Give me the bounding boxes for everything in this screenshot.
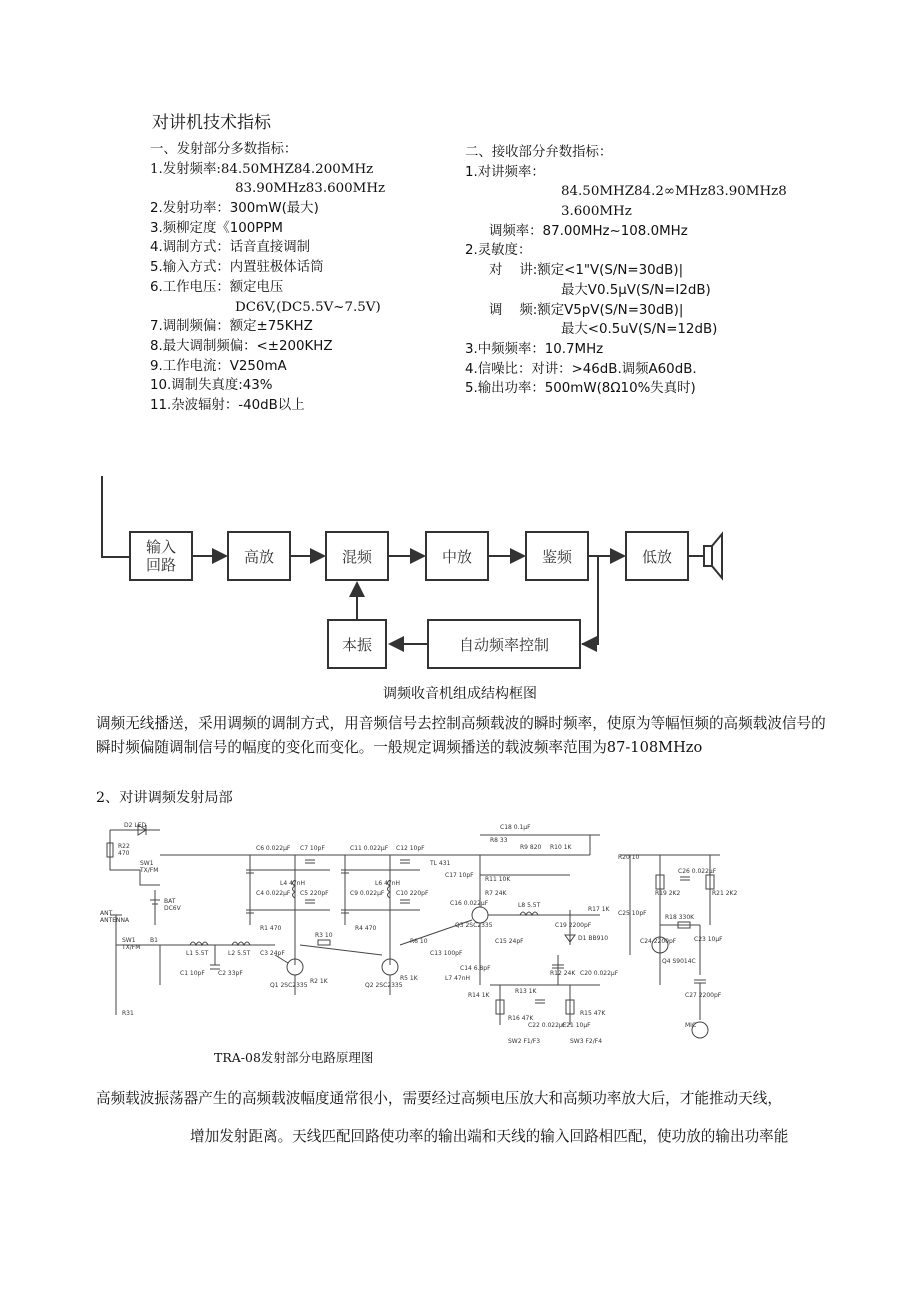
- component-label: R18 330K: [665, 914, 695, 921]
- block-label: 自动频率控制: [458, 636, 550, 654]
- component-label: BAT: [164, 898, 176, 905]
- component-label: Q3 2SC2335: [455, 922, 493, 929]
- spec-line: 调频率：87.00MHz~108.0MHz: [489, 223, 688, 239]
- component-label: C12 10pF: [396, 845, 425, 852]
- document-title: 对讲机技术指标: [152, 113, 271, 133]
- spec-line: 调 频:额定V5pV(S/N=30dB)|: [489, 302, 684, 318]
- component-label: SW3 F2/F4: [570, 1038, 603, 1045]
- spec-line: 4.信噪比：对讲：>46dB.调频A60dB.: [465, 361, 697, 377]
- transmit-heading: 一、发射部分多数指标：: [150, 142, 298, 157]
- component-label: C26 0.022μF: [678, 868, 717, 875]
- component-label: C24 2200pF: [640, 938, 677, 945]
- component-label: R7 24K: [485, 890, 507, 897]
- component-label: D1 BB910: [578, 935, 609, 942]
- figure-caption: 调频收音机组成结构框图: [383, 686, 537, 702]
- spec-line: 83.90MHz83.600MHz: [235, 181, 386, 197]
- block-label: 高放: [243, 548, 275, 566]
- component-label: C20 0.022μF: [580, 970, 619, 977]
- block-label: 混频: [341, 548, 373, 566]
- component-label: ANTENNA: [100, 917, 130, 924]
- spec-line: 3.频柳定度《100PPM: [150, 220, 283, 236]
- component-label: C19 2200pF: [555, 922, 592, 929]
- component-label: L4 47nH: [280, 880, 306, 887]
- spec-line: 10.调制失真度:43%: [150, 378, 273, 394]
- component-label: C23 10μF: [694, 936, 723, 943]
- component-label: L2 5.5T: [228, 950, 251, 957]
- spec-line: 3.600MHz: [561, 204, 632, 220]
- component-label: Q2 2SC2335: [365, 982, 403, 989]
- component-label: R22: [118, 843, 130, 850]
- component-label: TX/FM: [140, 867, 159, 874]
- component-label: B1: [150, 937, 158, 944]
- spec-line: 对 讲:额定<1"V(S/N=30dB)|: [489, 263, 684, 279]
- component-label: DC6V: [164, 905, 181, 912]
- component-label: ANT: [100, 910, 113, 917]
- component-label: R15 47K: [580, 1010, 606, 1017]
- spec-line: 5.输入方式：内置驻极体话筒: [150, 260, 324, 276]
- spec-line: 7.调制频偏：额定±75KHZ: [150, 319, 313, 335]
- component-label: C25 10pF: [618, 910, 647, 917]
- component-label: C4 0.022μF: [256, 890, 291, 897]
- component-label: MIC: [685, 1022, 697, 1029]
- component-label: C7 10pF: [300, 845, 325, 852]
- component-label: R8 33: [490, 837, 508, 844]
- transmit-specs: [150, 140, 450, 418]
- spec-line: 84.50MHZ84.2∞MHz83.90MHz8: [561, 184, 787, 200]
- component-label: R17 1K: [588, 906, 610, 913]
- spec-line: 11.杂波辐射：-40dB以上: [150, 397, 305, 413]
- component-label: C6 0.022μF: [256, 845, 291, 852]
- component-label: R9 820: [520, 844, 542, 851]
- component-label: R5 1K: [400, 975, 418, 982]
- spec-line: 最大V0.5μV(S/N=I2dB): [561, 282, 711, 298]
- component-label: C21 10μF: [562, 1022, 591, 1029]
- component-label: C22 0.022μF: [528, 1022, 567, 1029]
- component-label: SW2 F1/F3: [508, 1038, 541, 1045]
- component-label: R14 1K: [468, 992, 490, 999]
- paragraph: 高频载波振荡器产生的高频载波幅度通常很小，需要经过高频电压放大和高频功率放大后，才能推动天线，: [96, 1090, 782, 1107]
- component-label: R2 1K: [310, 978, 328, 985]
- component-label: R3 10: [315, 932, 333, 939]
- component-label: TX/FM: [122, 944, 141, 951]
- section-heading: 2、对讲调频发射局部: [96, 790, 233, 806]
- spec-line: 5.输出功率：500mW(8Ω10%失真时): [465, 381, 696, 397]
- component-label: Q1 2SC2335: [270, 982, 308, 989]
- block-label: 鉴频: [541, 548, 573, 566]
- block-label: 本振: [341, 636, 373, 654]
- component-label: C1 10pF: [180, 970, 205, 977]
- spec-line: 3.中频频率：10.7MHz: [465, 341, 604, 357]
- spec-line: 2.灵敏度：: [465, 243, 532, 259]
- component-label: R16 47K: [508, 1015, 534, 1022]
- component-label: Q4 S9014C: [662, 958, 696, 965]
- component-label: C9 0.022μF: [350, 890, 385, 897]
- component-label: C11 0.022μF: [350, 845, 389, 852]
- component-label: R31: [122, 1010, 134, 1017]
- spec-line: 2.发射功率：300mW(最大): [150, 201, 319, 217]
- component-label: R4 470: [355, 925, 377, 932]
- component-label: C27 2200pF: [685, 992, 722, 999]
- component-label: R19 2K2: [655, 890, 681, 897]
- component-label: L7 47nH: [445, 975, 471, 982]
- block-label: 中放: [441, 548, 473, 566]
- receive-specs: [465, 143, 795, 399]
- component-label: R12 24K: [550, 970, 576, 977]
- receive-heading: 二、接收部分弁数指标：: [465, 145, 613, 160]
- component-label: 470: [118, 850, 130, 857]
- component-label: R20 10: [618, 854, 640, 861]
- block-label: 低放: [641, 548, 673, 566]
- spec-line: 6.工作电压：额定电压: [150, 279, 284, 295]
- component-label: R10 1K: [550, 844, 572, 851]
- block-label: 回路: [145, 556, 177, 574]
- spec-line: 9.工作电流：V250mA: [150, 358, 287, 374]
- component-label: SW1: [140, 860, 154, 867]
- component-label: R13 1K: [515, 988, 537, 995]
- spec-line: 最大<0.5uV(S/N=12dB): [561, 322, 718, 338]
- component-label: C16 0.022μF: [450, 900, 489, 907]
- component-label: C5 220pF: [300, 890, 329, 897]
- component-label: L8 5.5T: [518, 902, 541, 909]
- block-label: 输入: [145, 538, 177, 556]
- component-label: R1 470: [260, 925, 282, 932]
- paragraph: 增加发射距离。天线匹配回路使功率的输出端和天线的输入回路相匹配，使功放的输出功率能: [190, 1128, 789, 1145]
- component-label: R21 2K2: [712, 890, 738, 897]
- component-label: C18 0.1μF: [500, 824, 531, 831]
- paragraph: 调频无线播送，采用调频的调制方式，用音频信号去控制高频载波的瞬时频率，使原为等幅恒频的高频载波信号的瞬时频偏随调制信号的幅度的变化而变化。一般规定调频播送的载波频率范围为87-108MHzo: [96, 715, 826, 756]
- block-diagram: [98, 470, 738, 675]
- circuit-schematic: [100, 815, 740, 1045]
- figure-caption: TRA-08发射部分电路原理图: [214, 1050, 374, 1065]
- component-label: C13 100pF: [430, 950, 463, 957]
- component-label: C2 33pF: [218, 970, 243, 977]
- component-label: R6 10: [410, 938, 428, 945]
- component-label: C3 24pF: [260, 950, 285, 957]
- component-label: C10 220pF: [396, 890, 429, 897]
- component-label: SW1: [122, 937, 136, 944]
- component-label: TL 431: [430, 860, 451, 867]
- spec-line: 1.对讲频率：: [465, 164, 545, 180]
- spec-line: 8.最大调制频偏：<±200KHZ: [150, 338, 333, 354]
- component-label: R11 10K: [485, 876, 511, 883]
- spec-line: DC6V,(DC5.5V~7.5V): [235, 299, 381, 315]
- component-label: L1 5.5T: [186, 950, 209, 957]
- component-label: C14 6.8pF: [460, 965, 491, 972]
- component-label: L6 47nH: [375, 880, 401, 887]
- spec-line: 4.调制方式：话音直接调制: [150, 240, 311, 256]
- spec-line: 1.发射频率:84.50MHZ84.200MHz: [150, 161, 374, 177]
- component-label: C17 10pF: [445, 872, 474, 879]
- component-label: C15 24pF: [495, 938, 524, 945]
- component-label: D2 LED: [124, 822, 147, 829]
